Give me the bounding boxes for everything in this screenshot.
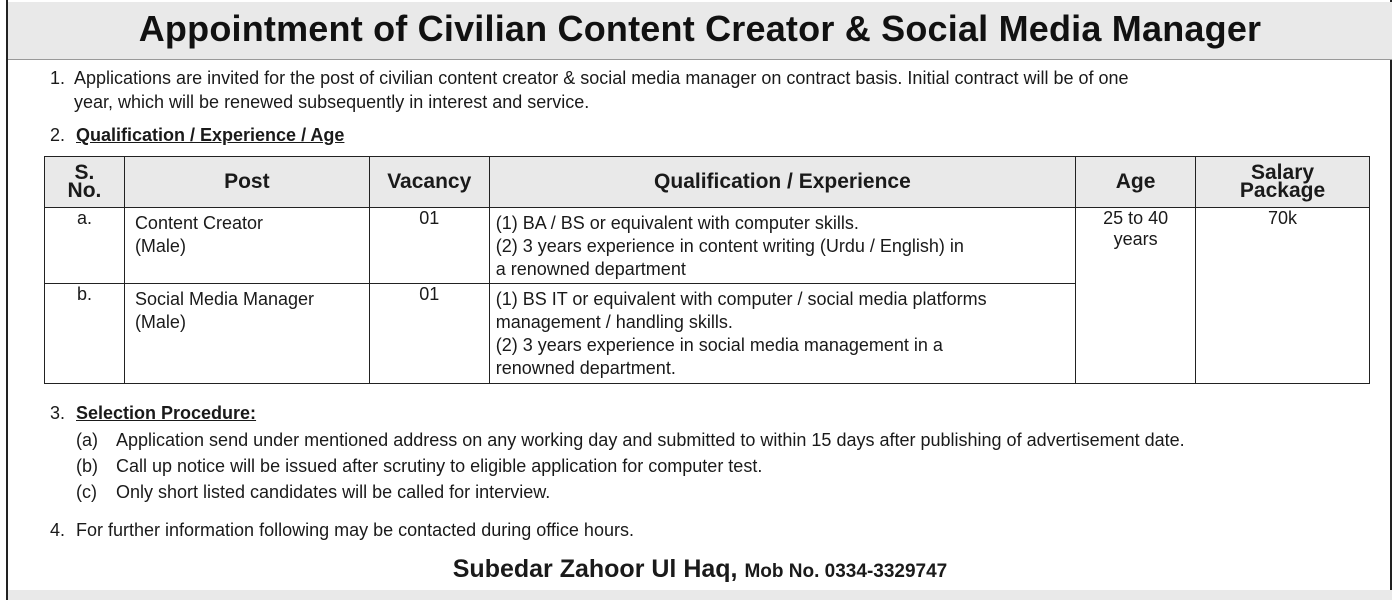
bottom-strip <box>8 590 1392 600</box>
contact-mobile: Mob No. 0334-3329747 <box>744 561 948 582</box>
para1-number: 1. <box>50 68 66 88</box>
qualification-table <box>44 156 1370 384</box>
row-a-post <box>124 208 369 284</box>
row-a-vacancy: 01 <box>369 208 489 284</box>
header-sno-line2: No. <box>67 179 102 202</box>
age-line1: 25 to 40 <box>1103 208 1169 228</box>
list-item-text: Only short listed candidates will be called for interview. <box>116 482 551 502</box>
header-salary <box>1196 157 1370 208</box>
list-item-label: (c) <box>76 482 97 502</box>
row-b-qual-line1: (1) BS IT or equivalent with computer / social media platforms <box>495 289 987 309</box>
row-b-sno: b. <box>45 284 125 384</box>
para1-text <box>74 66 1129 114</box>
header-age: Age <box>1076 157 1196 208</box>
para3-heading: Selection Procedure: <box>76 403 257 423</box>
row-a-post-line1: Content Creator <box>134 213 264 233</box>
row-a-sno: a. <box>45 208 125 284</box>
header-qualification: Qualification / Experience <box>489 157 1075 208</box>
row-b-post-line2: (Male) <box>134 312 186 332</box>
row-b-qualification <box>489 284 1075 384</box>
para2-number: 2. <box>50 125 66 145</box>
row-b-qual-line2: management / handling skills. <box>495 312 733 332</box>
para3-number: 3. <box>50 403 66 423</box>
list-item-label: (b) <box>76 456 98 476</box>
row-a-qualification <box>489 208 1075 284</box>
row-a-qual-line1: (1) BA / BS or equivalent with computer skills. <box>495 213 859 233</box>
list-item-text: Application send under mentioned address on any working day and submitted to within 15 days after publishing of advertisement date. <box>116 430 1185 450</box>
header-sno-line1: S. <box>74 161 95 184</box>
list-item <box>76 454 1185 478</box>
age-cell <box>1076 208 1196 384</box>
row-a-post-line2: (Male) <box>134 236 186 256</box>
table-row <box>45 208 1370 284</box>
header-post: Post <box>124 157 369 208</box>
row-b-post-line1: Social Media Manager <box>134 289 315 309</box>
selection-list <box>76 428 1185 504</box>
row-b-post <box>124 284 369 384</box>
para2-heading: Qualification / Experience / Age <box>76 125 345 145</box>
para4-number: 4. <box>50 520 66 540</box>
row-b-vacancy: 01 <box>369 284 489 384</box>
contact-name: Subedar Zahoor Ul Haq, <box>452 555 738 583</box>
header-salary-line1: Salary <box>1251 161 1315 184</box>
para1-line2: year, which will be renewed subsequently in interest and service. <box>74 92 590 112</box>
contact-line <box>0 555 1400 584</box>
table-header-row <box>45 157 1370 208</box>
row-a-qual-line2: (2) 3 years experience in content writing (Urdu / English) in <box>495 236 964 256</box>
row-b-qual-line4: renowned department. <box>495 358 676 378</box>
header-vacancy: Vacancy <box>369 157 489 208</box>
para1-line1: Applications are invited for the post of civilian content creator & social media manager on contract basis. Initial contract will be of one <box>74 68 1129 88</box>
header-salary-line2: Package <box>1239 179 1326 202</box>
row-a-qual-line3: a renowned department <box>495 259 686 279</box>
header-sno <box>45 157 125 208</box>
age-line2: years <box>1113 229 1158 249</box>
salary-cell: 70k <box>1196 208 1370 384</box>
list-item-text: Call up notice will be issued after scrutiny to eligible application for computer test. <box>116 456 763 476</box>
para4-text: For further information following may be contacted during office hours. <box>76 520 634 540</box>
list-item <box>76 480 1185 504</box>
page-title: Appointment of Civilian Content Creator & Social Media Manager <box>138 8 1262 49</box>
list-item <box>76 428 1185 452</box>
row-b-qual-line3: (2) 3 years experience in social media management in a <box>495 335 943 355</box>
list-item-label: (a) <box>76 430 98 450</box>
title-bar <box>8 2 1392 60</box>
